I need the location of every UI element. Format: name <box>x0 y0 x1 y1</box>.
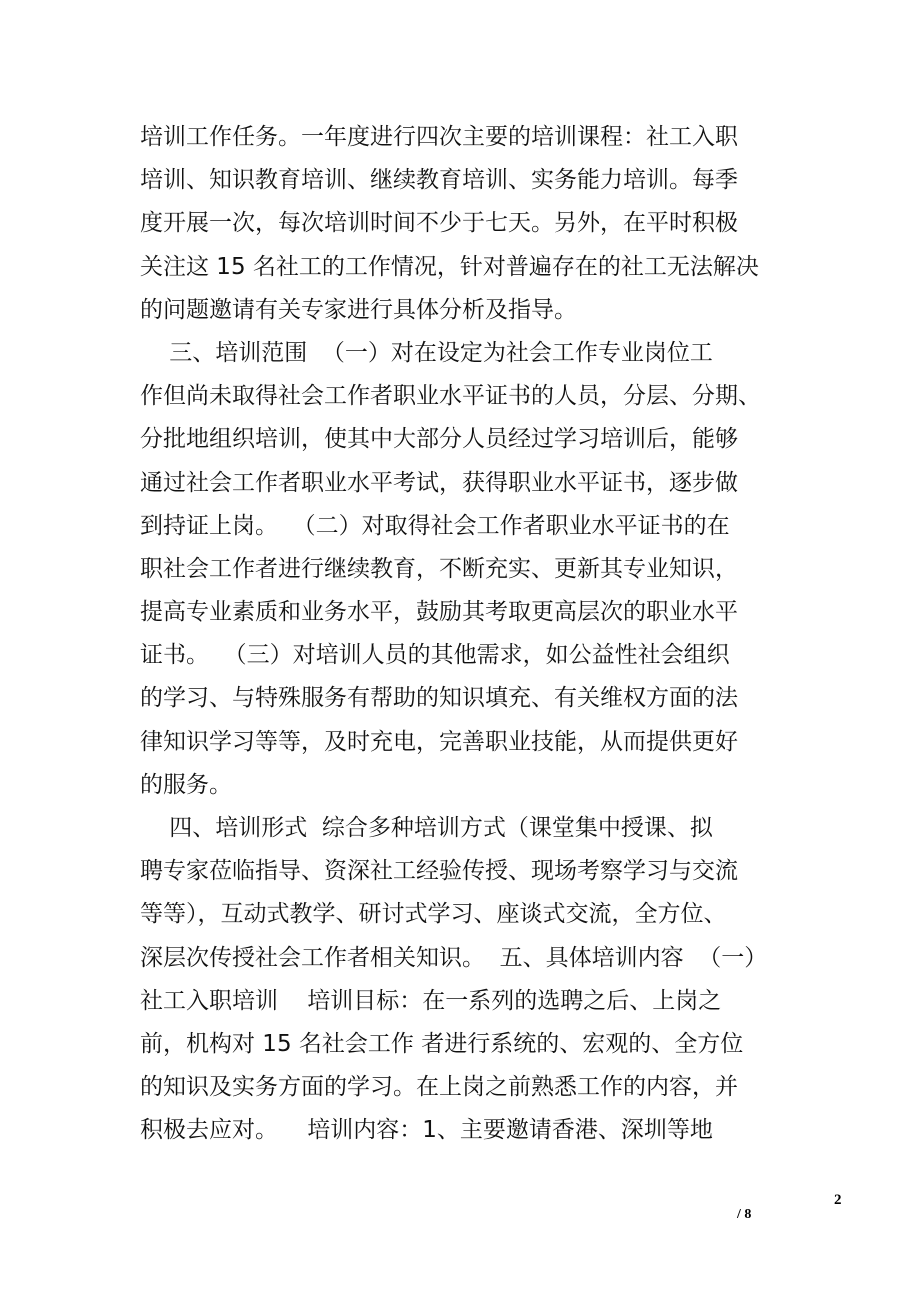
text-line: 的服务。 <box>140 771 232 798</box>
text-line: 社工入职培训 培训目标：在一系列的选聘之后、上岗之 <box>140 987 722 1014</box>
text-line: 培训、知识教育培训、继续教育培训、实务能力培训。每季 <box>140 167 738 194</box>
text-line: 提高专业素质和业务水平，鼓励其考取更高层次的职业水平 <box>140 599 738 626</box>
text-line: 积极去应对。 培训内容：1、主要邀请香港、深圳等地 <box>140 1117 713 1144</box>
page-total: / 8 <box>737 1207 752 1222</box>
text-line: 度开展一次，每次培训时间不少于七天。另外，在平时积极 <box>140 210 738 237</box>
text-line: 培训工作任务。一年度进行四次主要的培训课程：社工入职 <box>140 124 738 150</box>
page-number: 2 <box>834 1192 842 1208</box>
text-line: 等等），互动式教学、研讨式学习、座谈式交流，全方位、 <box>140 901 727 928</box>
text-line: 职社会工作者进行继续教育，不断充实、更新其专业知识， <box>140 555 738 582</box>
text-line: 深层次传授社会工作者相关知识。 五、具体培训内容 （一） <box>140 944 768 971</box>
text-line: 证书。 （三）对培训人员的其他需求，如公益性社会组织 <box>140 642 730 669</box>
text-line: 关注这 15 名社工的工作情况，针对普遍存在的社工无法解决 <box>140 253 759 280</box>
text-line: 分批地组织培训，使其中大部分人员经过学习培训后，能够 <box>140 426 738 453</box>
text-line: 的学习、与特殊服务有帮助的知识填充、有关维权方面的法 <box>140 685 738 712</box>
text-line: 四、培训形式 综合多种培训方式（课堂集中授课、拟 <box>140 815 713 841</box>
text-line: 三、培训范围 （一）对在设定为社会工作专业岗位工 <box>140 339 713 366</box>
text-line: 的知识及实务方面的学习。在上岗之前熟悉工作的内容，并 <box>140 1074 738 1101</box>
text-line: 作但尚未取得社会工作者职业水平证书的人员，分层、分期、 <box>140 383 761 410</box>
text-line: 律知识学习等等，及时充电，完善职业技能，从而提供更好 <box>140 728 738 755</box>
text-line: 的问题邀请有关专家进行具体分析及指导。 <box>140 296 577 323</box>
text-line: 通过社会工作者职业水平考试，获得职业水平证书，逐步做 <box>140 469 738 496</box>
text-line: 聘专家莅临指导、资深社工经验传授、现场考察学习与交流 <box>140 858 738 885</box>
text-line: 到持证上岗。 （二）对取得社会工作者职业水平证书的在 <box>140 512 730 539</box>
text-line: 前，机构对 15 名社会工作 者进行系统的、宏观的、全方位 <box>140 1030 744 1057</box>
body-text <box>140 116 800 1153</box>
